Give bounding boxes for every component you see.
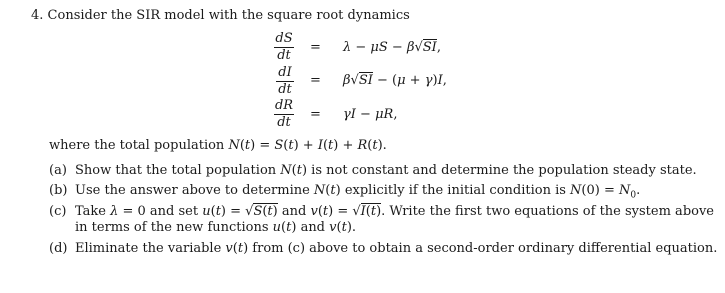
equation-1-equals: = — [310, 40, 321, 55]
part-b: (b) Use the answer above to determine N(t) explicitly if the initial condition is $N(0) = N_0$. — [49, 183, 641, 201]
part-c-continuation: in terms of the new functions u(t) and v(t). — [75, 220, 357, 235]
equation-3-lhs — [274, 99, 294, 130]
equation-2-denominator: dt — [278, 82, 292, 97]
problem-number: 4. — [31, 8, 44, 23]
part-d: (d) Eliminate the variable v(t) from (c) above to obtain a second-order ordinary differential equation. — [49, 241, 718, 256]
equation-1-rhs: λ − μS − β√SI, — [343, 40, 441, 55]
equation-1-numerator: dS — [275, 31, 293, 46]
equation-3-numerator: dR — [274, 98, 294, 113]
part-b-label: (b) — [49, 183, 68, 198]
equation-2-equals: = — [310, 73, 321, 88]
equation-3-denominator: dt — [277, 115, 291, 130]
equation-1-lhs — [274, 32, 294, 63]
population-line: where the total population N(t) = S(t) + I(t) + R(t). — [49, 138, 387, 153]
problem-intro: Consider the SIR model with the square root dynamics — [47, 8, 410, 23]
part-c: (c) Take λ = 0 and set u(t) = √S(t) and v(t) = √I(t). Write the first two equations of the system above — [49, 204, 714, 219]
part-a: (a) Show that the total population N(t) is not constant and determine the population steady state. — [49, 163, 697, 178]
part-a-label: (a) — [49, 163, 67, 178]
part-c-label: (c) — [49, 204, 67, 219]
equation-2-rhs: β√SI − (μ + γ)I, — [343, 73, 447, 88]
equation-1-denominator: dt — [277, 48, 291, 63]
equation-2-numerator: dI — [278, 65, 292, 80]
part-d-label: (d) — [49, 241, 68, 256]
equation-2-lhs — [276, 66, 294, 97]
equation-3-equals: = — [310, 107, 321, 122]
problem-heading — [31, 8, 410, 24]
equation-3-rhs: γI − μR, — [343, 107, 398, 122]
